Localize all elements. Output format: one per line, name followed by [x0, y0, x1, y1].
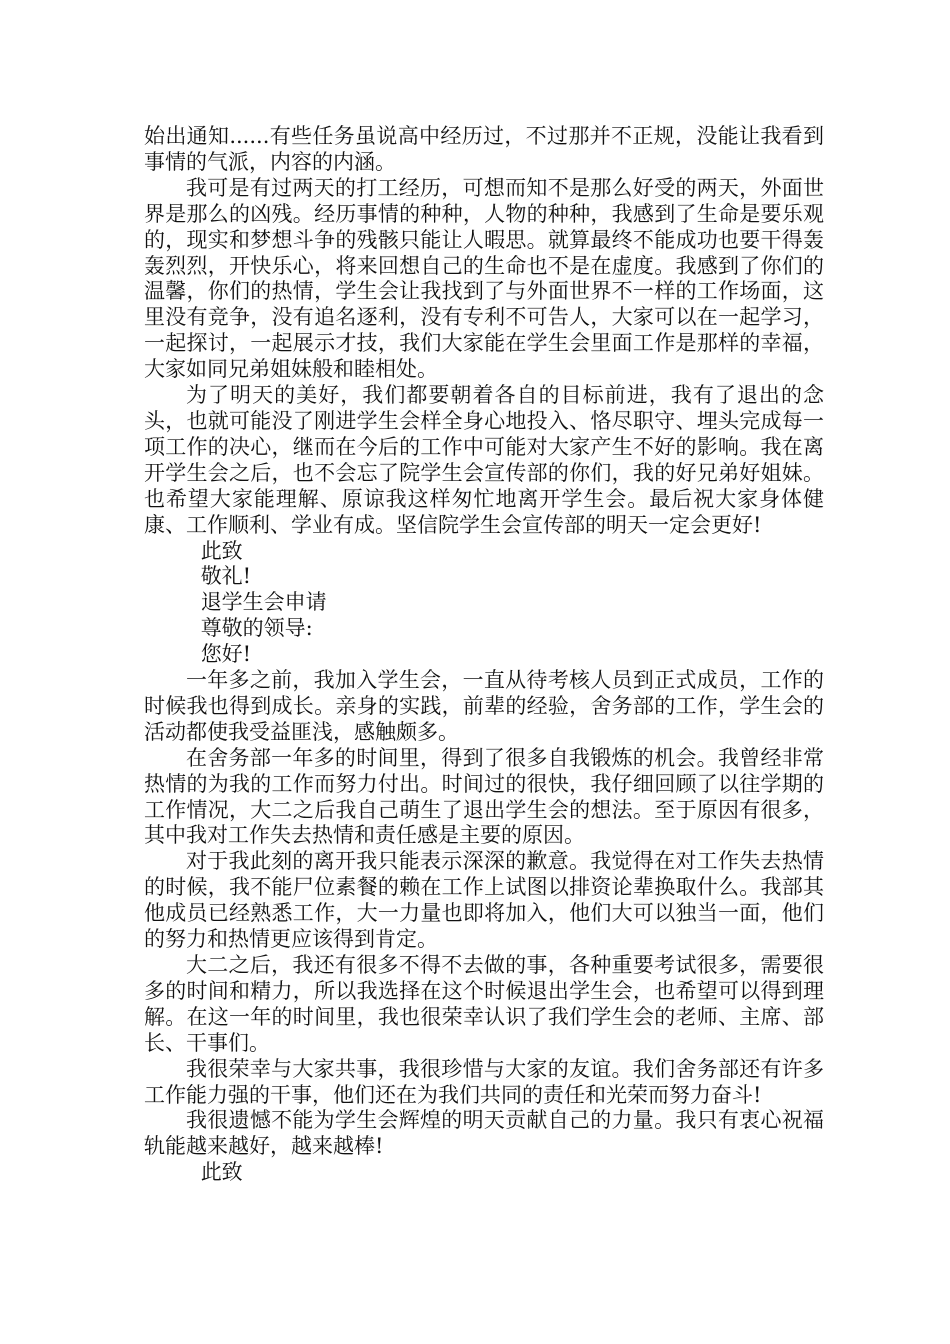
- paragraph-plans: 大二之后，我还有很多不得不去做的事，各种重要考试很多，需要很多的时间和精力，所以我选择在这个时候退出学生会，也希望可以得到理解。在这一年的时间里，我也很荣幸认识了我们学生会的老师、主席、部长、干事们。: [144, 953, 824, 1055]
- closing-jingli: 敬礼!: [200, 564, 252, 589]
- paragraph-apology: 对于我此刻的离开我只能表示深深的歉意。我觉得在对工作失去热情的时候，我不能尸位素餐的赖在工作上试图以排资论辈换取什么。我部其他成员已经熟悉工作，大一力量也即将加入，他们大可以独当一面，他们的努力和热情更应该得到肯定。: [144, 849, 824, 952]
- paragraph-joining: 一年多之前，我加入学生会，一直从待考核人员到正式成员，工作的时候我也得到成长。亲身的实践，前辈的经验，舍务部的工作，学生会的活动都使我受益匪浅，感触颇多。: [144, 668, 824, 744]
- paragraph-wishes: 我很遗憾不能为学生会辉煌的明天贡献自己的力量。我只有衷心祝福轨能越来越好，越来越棒!: [144, 1108, 824, 1159]
- paragraph-farewell: 为了明天的美好，我们都要朝着各自的目标前进，我有了退出的念头，也就可能没了刚进学生会样全身心地投入、恪尽职守、埋头完成每一项工作的决心，继而在今后的工作中可能对大家产生不好的影响。我在离开学生会之后，也不会忘了院学生会宣传部的你们，我的好兄弟好姐妹。也希望大家能理解、原谅我这样匆忙地离开学生会。最后祝大家身体健康、工作顺利、学业有成。坚信院学生会宣传部的明天一定会更好!: [144, 383, 824, 537]
- paragraph-gratitude: 我很荣幸与大家共事，我很珍惜与大家的友谊。我们舍务部还有许多工作能力强的干事，他们还在为我们共同的责任和光荣而努力奋斗!: [144, 1056, 824, 1107]
- closing-cizhi-2: 此致: [200, 1160, 243, 1185]
- closing-cizhi: 此致: [200, 538, 243, 563]
- paragraph-work-experience: 我可是有过两天的打工经历，可想而知不是那么好受的两天，外面世界是那么的凶残。经历事情的种种，人物的种种，我感到了生命是要乐观的，现实和梦想斗争的残骸只能让人暇思。就算最终不能成功也要干得轰轰烈烈，开快乐心，将来回想自己的生命也不是在虚度。我感到了你们的温馨，你们的热情，学生会让我找到了与外面世界不一样的工作场面，这里没有竞争，没有追名逐利，没有专利不可告人，大家可以在一起学习，一起探讨，一起展示才技，我们大家能在学生会里面工作是那样的幸福，大家如同兄弟姐妹般和睦相处。: [144, 175, 824, 382]
- section-title: 退学生会申请: [200, 590, 327, 615]
- salutation: 尊敬的领导:: [200, 616, 313, 641]
- greeting: 您好!: [200, 642, 252, 667]
- document-body: [144, 124, 824, 1186]
- paragraph-continuation: 始出通知......有些任务虽说高中经历过，不过那并不正规，没能让我看到事情的气派，内容的内涵。: [144, 124, 824, 174]
- paragraph-reasons: 在舍务部一年多的时间里，得到了很多自我锻炼的机会。我曾经非常热情的为我的工作而努力付出。时间过的很快，我仔细回顾了以往学期的工作情况，大二之后我自己萌生了退出学生会的想法。至于原因有很多，其中我对工作失去热情和责任感是主要的原因。: [144, 745, 824, 848]
